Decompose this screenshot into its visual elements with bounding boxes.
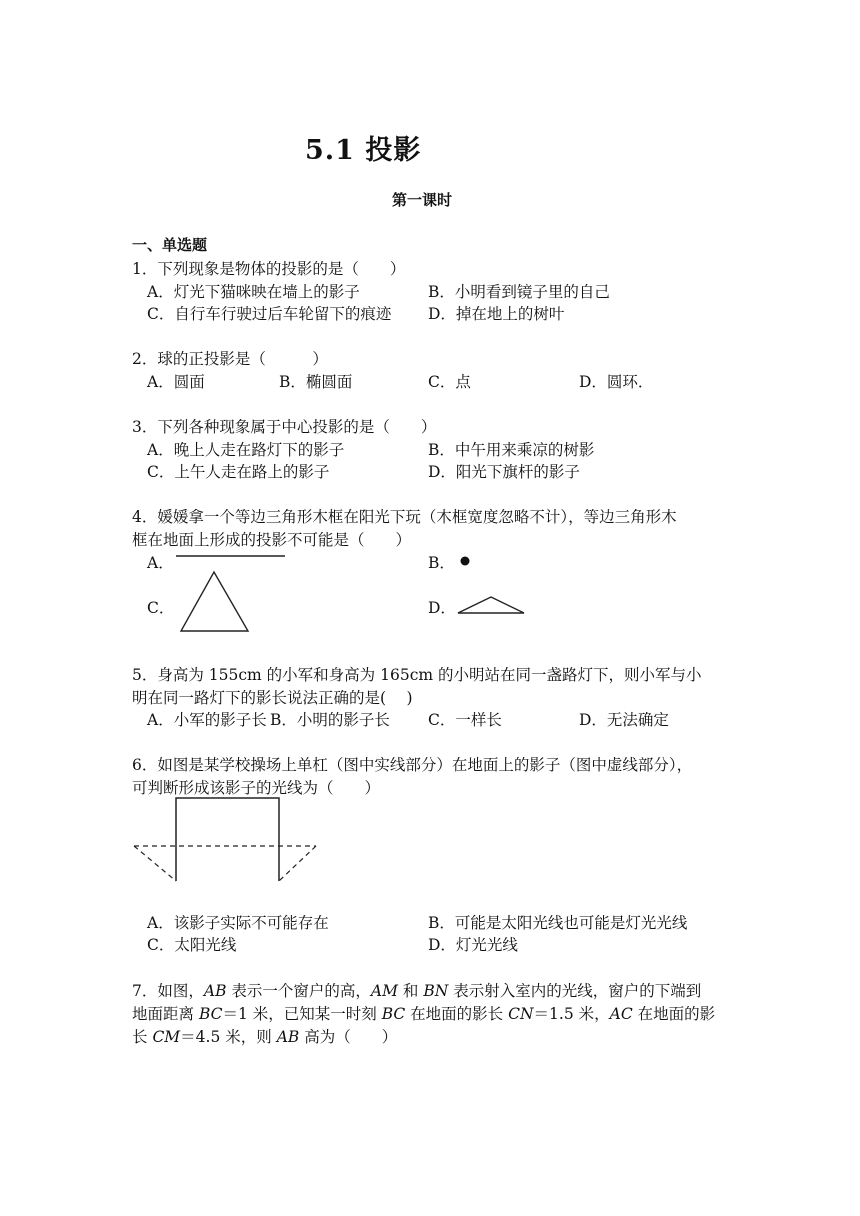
q6-option-a: A．该影子实际不可能存在	[147, 914, 329, 932]
q5-option-b: B．小明的影子长	[270, 711, 390, 729]
q7-stem-line1: 7．如图，AB 表示一个窗户的高，AM 和 BN 表示射入室内的光线，窗户的下端到	[132, 982, 702, 1000]
q5-option-c: C．一样长	[428, 711, 502, 729]
q1-option-b: B．小明看到镜子里的自己	[428, 283, 610, 301]
q7-stem-line2: 地面距离 BC＝1 米，已知某一时刻 BC 在地面的影长 CN＝1.5 米，AC 在地面的影	[132, 1005, 716, 1023]
q4-stem-line2: 框在地面上形成的投影不可能是（ ）	[132, 531, 412, 549]
section-heading: 一、单选题	[132, 236, 208, 254]
q4-stem-line1: 4．媛媛拿一个等边三角形木框在阳光下玩（木框宽度忽略不计），等边三角形木	[132, 508, 677, 526]
q1-option-c: C．自行车行驶过后车轮留下的痕迹	[147, 305, 392, 323]
q3-option-a: A．晚上人走在路灯下的影子	[147, 441, 345, 459]
q3-option-c: C．上午人走在路上的影子	[147, 463, 330, 481]
page-title: 5.1 投影	[305, 135, 422, 166]
q2-option-a: A．圆面	[147, 373, 205, 391]
q1-option-d: D．掉在地上的树叶	[428, 305, 565, 323]
q5-stem-line1: 5．身高为 155cm 的小军和身高为 165cm 的小明站在同一盏路灯下，则小军与小	[132, 666, 702, 684]
q6-option-d: D．灯光光线	[428, 936, 518, 954]
q1-stem: 1．下列现象是物体的投影的是（ ）	[132, 260, 406, 278]
q4-option-a: A．	[147, 554, 174, 572]
q4-option-b: B．	[428, 554, 455, 572]
q6-stem-line1: 6．如图是某学校操场上单杠（图中实线部分）在地面上的影子（图中虚线部分），	[132, 756, 693, 774]
q2-option-b: B．椭圆面	[279, 373, 353, 391]
q7-stem-line3: 长 CM＝4.5 米，则 AB 高为（ ）	[132, 1028, 398, 1046]
subtitle: 第一课时	[392, 191, 453, 209]
q5-stem-line2: 明在同一路灯下的影长说法正确的是( )	[132, 689, 413, 707]
q6-stem-line2: 可判断形成该影子的光线为（ ）	[132, 779, 381, 797]
q3-option-b: B．中午用来乘凉的树影	[428, 441, 595, 459]
q5-option-a: A．小军的影子长	[147, 711, 267, 729]
q2-option-d: D．圆环．	[579, 373, 654, 391]
q1-option-a: A．灯光下猫咪映在墙上的影子	[147, 283, 360, 301]
q2-option-c: C．点	[428, 373, 471, 391]
q6-option-c: C．太阳光线	[147, 936, 237, 954]
q5-option-d: D．无法确定	[579, 711, 669, 729]
q4-option-d: D．	[428, 599, 456, 617]
q3-option-d: D．阳光下旗杆的影子	[428, 463, 580, 481]
q4-option-c: C．	[147, 599, 175, 617]
q2-stem: 2．球的正投影是（ ）	[132, 350, 328, 368]
q6-option-b: B．可能是太阳光线也可能是灯光光线	[428, 914, 688, 932]
q6-bar-solid	[176, 798, 279, 881]
q6-shadow-right	[279, 846, 316, 881]
q6-shadow-left	[134, 846, 176, 881]
q3-stem: 3．下列各种现象属于中心投影的是（ ）	[132, 418, 437, 436]
